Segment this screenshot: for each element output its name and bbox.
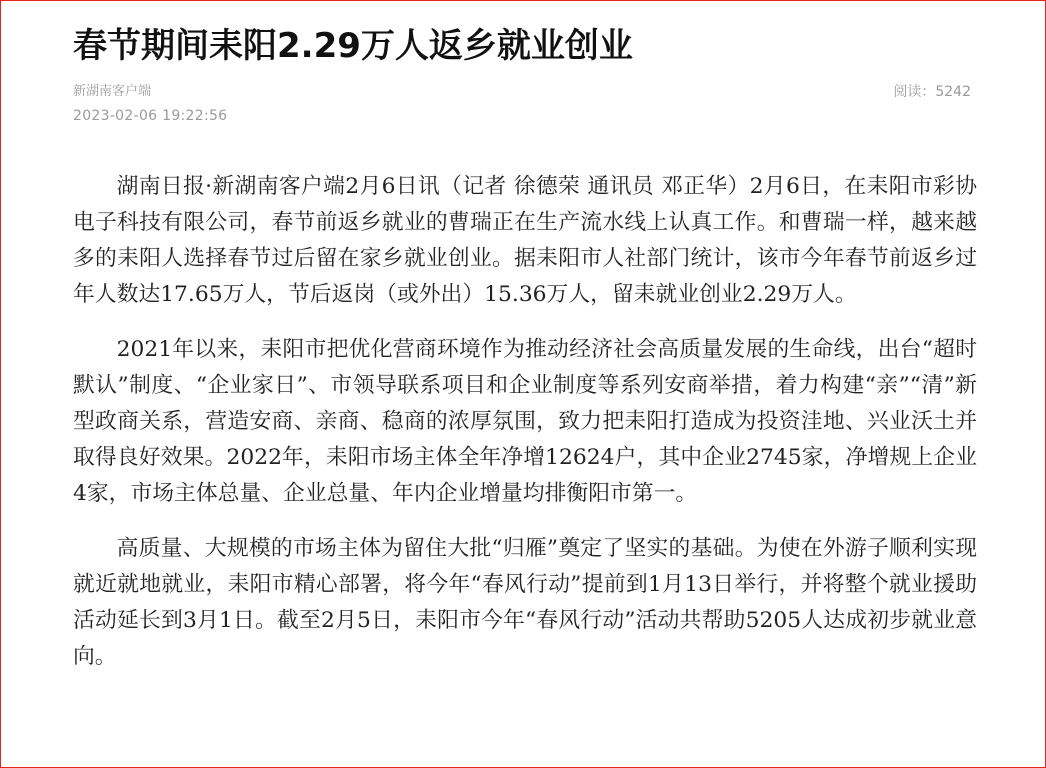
article-datetime: 2023-02-06 19:22:56 (73, 108, 228, 124)
article-paragraph: 湖南日报·新湖南客户端2月6日讯（记者 徐德荣 通讯员 邓正华）2月6日，在耒阳市彩协电子科技有限公司，春节前返乡就业的曹瑞正在生产流水线上认真工作。和曹瑞一样，越来越多的耒阳人选择春节过后留在家乡就业创业。据耒阳市人社部门统计，该市今年春节前返乡过年人数达17.65万人，节后返岗（或外出）15.36万人，留耒就业创业2.29万人。 (73, 174, 977, 307)
article-source: 新湖南客户端 (73, 84, 152, 99)
article-body (73, 169, 977, 694)
article-paragraph: 高质量、大规模的市场主体为留住大批“归雁”奠定了坚实的基础。为使在外游子顺利实现就近就地就业，耒阳市精心部署，将今年“春风行动”提前到1月13日举行，并将整个就业援助活动延长到3月1日。截至2月5日，耒阳市今年“春风行动”活动共帮助5205人达成初步就业意向。 (73, 536, 977, 669)
article-title: 春节期间耒阳2.29万人返乡就业创业 (73, 26, 633, 66)
read-count: 阅读：5242 (893, 84, 971, 100)
article-paragraph: 2021年以来，耒阳市把优化营商环境作为推动经济社会高质量发展的生命线，出台“超时默认”制度、“企业家日”、市领导联系项目和企业制度等系列安商举措，着力构建“亲”“清”新型政商关系，营造安商、亲商、稳商的浓厚氛围，致力把耒阳打造成为投资洼地、兴业沃土并取得良好效果。2022年，耒阳市场主体全年净增12624户，其中企业2745家，净增规上企业4家，市场主体总量、企业总量、年内企业增量均排衡阳市第一。 (73, 337, 977, 506)
